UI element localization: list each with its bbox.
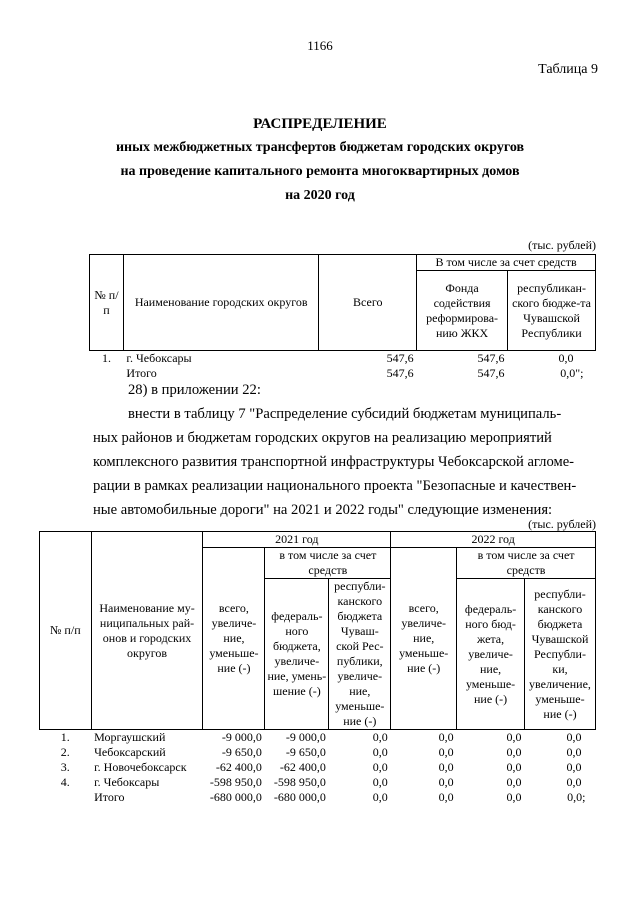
table-row xyxy=(40,745,596,760)
title-line-3: на проведение капитального ремонта многоквартирных домов xyxy=(120,164,520,179)
row-total-2021: -9 650,0 xyxy=(221,745,262,759)
header-rep: республикан-ского бюдже-та Чувашской Республики xyxy=(508,271,596,351)
row-total-2022: 0,0 xyxy=(438,790,454,804)
header-num: № п/п xyxy=(90,255,124,351)
row-name: г. Чебоксары xyxy=(126,351,192,365)
row-total: 547,6 xyxy=(386,351,414,365)
row-fed-2021: -598 950,0 xyxy=(273,775,326,789)
row-num: 1. xyxy=(60,730,70,744)
row-rep-2022: 0,0 xyxy=(566,745,582,759)
row-fed-2022: 0,0 xyxy=(506,775,522,789)
header-fed-2021: федераль-ного бюджета, увеличе-ние, умень-шение (-) xyxy=(265,579,329,730)
row-num: 1. xyxy=(101,351,111,365)
paragraph-line: комплексного развития транспортной инфраструктуры Чебоксарской агломе- xyxy=(93,454,575,470)
row-total-2021: -680 000,0 xyxy=(209,790,262,804)
row-total-2021: -9 000,0 xyxy=(221,730,262,744)
row-fund: 547,6 xyxy=(477,351,505,365)
header-name: Наименование городских округов xyxy=(123,255,318,351)
row-total-2022: 0,0 xyxy=(438,745,454,759)
row-num xyxy=(40,790,92,805)
row-rep-2022: 0,0 xyxy=(566,760,582,774)
row-rep-2021: 0,0 xyxy=(372,775,388,789)
row-total-2022: 0,0 xyxy=(438,775,454,789)
paragraph-line: ные автомобильные дороги" на 2021 и 2022 годы" следующие изменения: xyxy=(93,502,553,518)
transfers-table xyxy=(89,254,596,381)
row-fed-2021: -62 400,0 xyxy=(279,760,326,774)
row-rep-2021: 0,0 xyxy=(372,730,388,744)
row-name: Чебоксарский xyxy=(94,745,166,759)
paragraph-line: ных районов и бюджетам городских округов на реализацию мероприятий xyxy=(93,430,552,446)
item-line: 28) в приложении 22: xyxy=(128,382,261,398)
row-name: г. Чебоксары xyxy=(94,775,160,789)
row-fed-2022: 0,0 xyxy=(506,760,522,774)
row-rep-2022: 0,0; xyxy=(567,790,586,804)
row-total-2022: 0,0 xyxy=(438,730,454,744)
table-row xyxy=(90,351,596,367)
row-rep-2022: 0,0 xyxy=(566,775,582,789)
row-name: Итого xyxy=(126,366,157,380)
row-fund: 547,6 xyxy=(477,366,505,380)
row-rep: 0,0 xyxy=(558,351,574,365)
table-row xyxy=(40,760,596,775)
title-line-4: на 2020 год xyxy=(285,188,355,203)
header-total-2021: всего, увеличе-ние, уменьше-ние (-) xyxy=(203,548,265,730)
row-name: г. Новочебоксарск xyxy=(94,760,187,774)
row-fed-2022: 0,0 xyxy=(506,790,522,804)
row-num: 2. xyxy=(60,745,70,759)
header-total: Всего xyxy=(319,255,417,351)
table-row xyxy=(40,730,596,746)
header-fed-2022: федераль-ного бюд-жета, увеличе-ние, уменьше-ние (-) xyxy=(457,579,525,730)
header-name: Наименование му-ниципальных рай-онов и городских округов xyxy=(91,532,203,730)
title-line-1: РАСПРЕДЕЛЕНИЕ xyxy=(253,116,387,132)
row-rep: 0,0"; xyxy=(560,366,584,380)
row-total: 547,6 xyxy=(386,366,414,380)
header-incl-2021: в том числе за счет средств xyxy=(265,548,391,579)
header-fund: Фонда содействия реформирова-нию ЖКХ xyxy=(417,271,508,351)
row-rep-2021: 0,0 xyxy=(372,745,388,759)
subsidies-table xyxy=(39,531,596,805)
row-fed-2022: 0,0 xyxy=(506,730,522,744)
row-num: 4. xyxy=(60,775,70,789)
header-incl-2022: в том числе за счет средств xyxy=(457,548,596,579)
paragraph-line: рации в рамках реализации национального проекта "Безопасные и качествен- xyxy=(93,478,577,494)
row-fed-2021: -9 650,0 xyxy=(285,745,326,759)
row-rep-2021: 0,0 xyxy=(372,760,388,774)
row-num: 3. xyxy=(60,760,70,774)
header-rep-2021: республи-канского бюджета Чуваш-ской Рес-публики, увеличе-ние, уменьше-ние (-) xyxy=(329,579,391,730)
header-num: № п/п xyxy=(40,532,92,730)
header-2022: 2022 год xyxy=(391,532,596,548)
row-name: Моргаушский xyxy=(94,730,166,744)
header-rep-2022: республи-канского бюджета Чувашской Республи-ки, увеличение, уменьше-ние (-) xyxy=(524,579,595,730)
header-total-2022: всего, увеличе-ние, уменьше-ние (-) xyxy=(391,548,457,730)
row-total-2021: -62 400,0 xyxy=(215,760,262,774)
page-number: 1166 xyxy=(307,38,333,53)
title-line-2: иных межбюджетных трансфертов бюджетам городских округов xyxy=(115,140,525,155)
row-total-2022: 0,0 xyxy=(438,760,454,774)
header-2021: 2021 год xyxy=(203,532,391,548)
row-fed-2022: 0,0 xyxy=(506,745,522,759)
paragraph-line: внести в таблицу 7 "Распределение субсидий бюджетам муниципаль- xyxy=(128,406,562,422)
row-num xyxy=(90,366,124,381)
header-incl: В том числе за счет средств xyxy=(417,255,596,271)
table1-unit: (тыс. рублей) xyxy=(528,238,596,252)
page-title xyxy=(60,112,580,208)
row-rep-2022: 0,0 xyxy=(566,730,582,744)
table2-unit: (тыс. рублей) xyxy=(528,517,596,531)
table-row xyxy=(40,790,596,805)
row-fed-2021: -9 000,0 xyxy=(285,730,326,744)
row-fed-2021: -680 000,0 xyxy=(273,790,326,804)
row-name: Итого xyxy=(94,790,125,804)
table-label: Таблица 9 xyxy=(538,62,598,77)
row-total-2021: -598 950,0 xyxy=(209,775,262,789)
row-rep-2021: 0,0 xyxy=(372,790,388,804)
table-row xyxy=(40,775,596,790)
